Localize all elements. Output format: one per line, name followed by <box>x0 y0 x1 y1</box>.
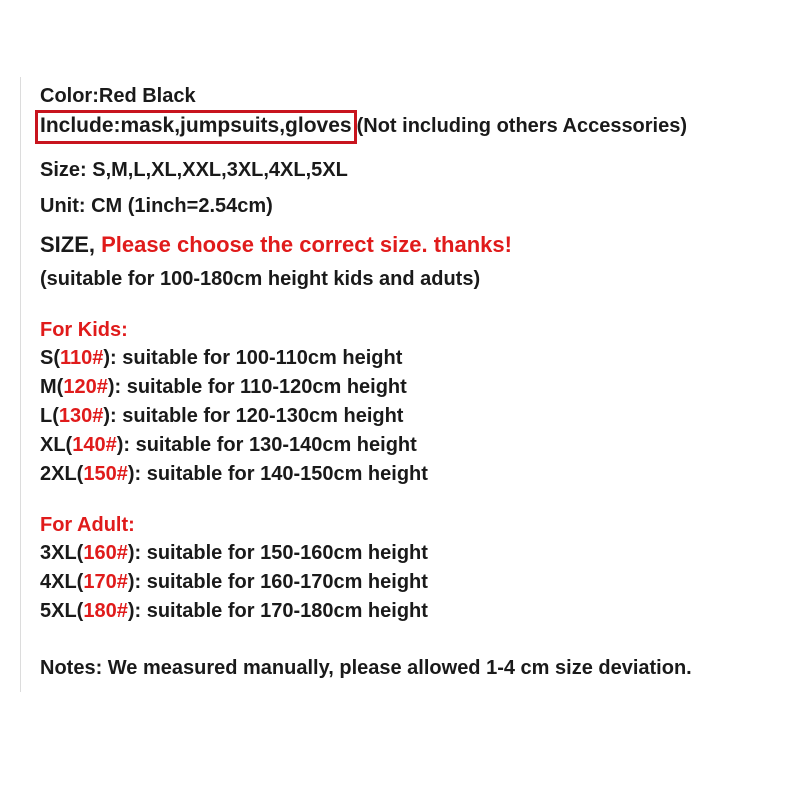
size-desc: ): suitable for 130-140cm height <box>116 434 417 456</box>
adult-size-row <box>40 599 428 623</box>
size-desc: ): suitable for 140-150cm height <box>127 463 428 485</box>
size-desc: ): suitable for 110-120cm height <box>107 376 407 398</box>
size-desc: ): suitable for 160-170cm height <box>127 571 428 593</box>
size-label: XL( <box>40 434 73 456</box>
size-code: 160# <box>83 542 128 564</box>
size-label: L( <box>40 405 59 427</box>
suitable-line: (suitable for 100-180cm height kids and aduts) <box>40 268 481 290</box>
adult-size-row <box>40 570 428 594</box>
size-label: 2XL( <box>40 463 84 485</box>
size-desc: ): suitable for 100-110cm height <box>103 347 403 369</box>
size-code: 180# <box>83 600 128 622</box>
size-line: Size: S,M,L,XL,XXL,3XL,4XL,5XL <box>40 159 348 181</box>
size-code: 150# <box>83 463 128 485</box>
size-label: 3XL( <box>40 542 84 564</box>
size-label: 4XL( <box>40 571 84 593</box>
kids-heading: For Kids: <box>40 319 128 341</box>
size-notice-message: Please choose the correct size. thanks! <box>101 232 512 257</box>
size-label: 5XL( <box>40 600 84 622</box>
size-code: 110# <box>60 347 104 369</box>
size-desc: ): suitable for 150-160cm height <box>127 542 428 564</box>
adult-heading: For Adult: <box>40 514 135 536</box>
kids-size-row <box>40 375 407 399</box>
adult-size-row <box>40 541 428 565</box>
size-code: 170# <box>83 571 128 593</box>
size-code: 130# <box>58 405 104 427</box>
size-label: M( <box>40 376 64 398</box>
unit-line: Unit: CM (1inch=2.54cm) <box>40 195 273 217</box>
color-line: Color:Red Black <box>40 85 196 107</box>
left-border-line <box>20 77 21 692</box>
notes-line: Notes: We measured manually, please allowed 1-4 cm size deviation. <box>40 657 692 679</box>
kids-size-row <box>40 433 417 457</box>
include-boxed-text: Include:mask,jumpsuits,gloves <box>35 110 357 144</box>
size-code: 140# <box>72 434 117 456</box>
size-label: S( <box>40 347 60 369</box>
kids-size-row <box>40 346 402 370</box>
include-rest-text: (Not including others Accessories) <box>356 115 688 137</box>
size-notice-prefix: SIZE, <box>40 232 102 257</box>
size-desc: ): suitable for 120-130cm height <box>103 405 404 427</box>
kids-size-row <box>40 462 428 486</box>
size-code: 120# <box>63 376 108 398</box>
size-desc: ): suitable for 170-180cm height <box>127 600 428 622</box>
kids-size-row <box>40 404 403 428</box>
include-line <box>40 110 687 144</box>
size-notice <box>40 233 512 257</box>
